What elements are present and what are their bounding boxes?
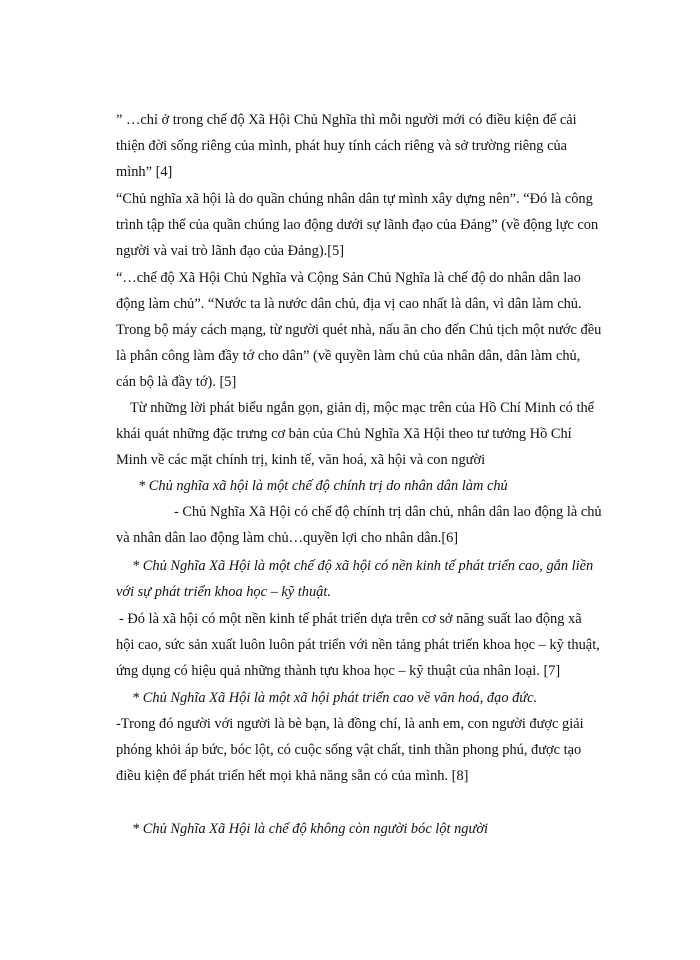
text-line: cán bộ là đầy tớ). [5] — [116, 374, 237, 390]
text-line: khái quát những đặc trưng cơ bản của Chủ Nghĩa Xã Hội theo tư tưởng Hồ Chí — [116, 426, 572, 442]
text-line: Minh về các mặt chính trị, kinh tế, văn hoá, xã hội và con người — [116, 452, 486, 468]
text-line: ” …chỉ ở trong chế độ Xã Hội Chủ Nghĩa thì mỗi người mới có điều kiện để cải — [116, 112, 577, 128]
text-line: hội cao, sức sản xuất luôn luôn pát triển với nền tảng phát triển khoa học – kỹ thuật, — [116, 637, 600, 653]
section-heading: * Chủ Nghĩa Xã Hội là một xã hội phát triển cao về văn hoá, đạo đức. — [132, 690, 538, 706]
section-heading: với sự phát triển khoa học – kỹ thuật. — [116, 584, 331, 600]
text-line: trình tập thể của quần chúng lao động dưới sự lãnh đạo của Đảng” (về động lực con — [116, 217, 599, 233]
text-line: - Đó là xã hội có một nền kinh tế phát triển dựa trên cơ sở năng suất lao động xã — [119, 611, 582, 627]
text-line: “…chế độ Xã Hội Chủ Nghĩa và Cộng Sản Chủ Nghĩa là chế độ do nhân dân lao — [116, 270, 581, 286]
text-line: thiện đời sống riêng của mình, phát huy tính cách riêng và sở trường riêng của — [116, 138, 568, 154]
section-heading: * Chủ Nghĩa Xã Hội là chế độ không còn người bóc lột người — [132, 821, 489, 837]
text-line: ứng dụng có hiệu quả những thành tựu khoa học – kỹ thuật của nhân loại. [7] — [116, 663, 561, 679]
text-line: điều kiện để phát triển hết mọi khả năng sẵn có của mình. [8] — [116, 768, 469, 784]
section-heading: * Chủ nghĩa xã hội là một chế độ chính trị do nhân dân làm chủ — [138, 478, 508, 494]
text-line: Từ những lời phát biểu ngắn gọn, giản dị, mộc mạc trên của Hồ Chí Minh có thể — [130, 400, 595, 416]
text-line: phóng khỏi áp bức, bóc lột, có cuộc sống vật chất, tinh thần phong phú, được tạo — [116, 742, 582, 758]
text-line: “Chủ nghĩa xã hội là do quần chúng nhân dân tự mình xây dựng nên”. “Đó là công — [116, 191, 593, 207]
text-line: động làm chủ”. “Nước ta là nước dân chủ, địa vị cao nhất là dân, vì dân làm chủ. — [116, 296, 582, 312]
text-line: là phân công làm đầy tớ cho dân” (về quyền làm chủ của nhân dân, dân làm chủ, — [116, 348, 581, 364]
text-line: - Chủ Nghĩa Xã Hội có chế độ chính trị dân chủ, nhân dân lao động là chủ — [174, 504, 602, 520]
text-line: và nhân dân lao động làm chủ…quyền lợi cho nhân dân.[6] — [116, 530, 459, 546]
text-line: người và vai trò lãnh đạo của Đảng).[5] — [116, 243, 344, 259]
text-line: -Trong đó người với người là bè bạn, là đồng chí, là anh em, con người được giải — [116, 716, 584, 732]
text-line: Trong bộ máy cách mạng, từ người quét nhà, nấu ăn cho đến Chủ tịch một nước đều — [116, 322, 602, 338]
section-heading: * Chủ Nghĩa Xã Hội là một chế độ xã hội có nền kinh tế phát triển cao, gắn liền — [132, 558, 594, 574]
text-line: mình” [4] — [116, 164, 173, 180]
